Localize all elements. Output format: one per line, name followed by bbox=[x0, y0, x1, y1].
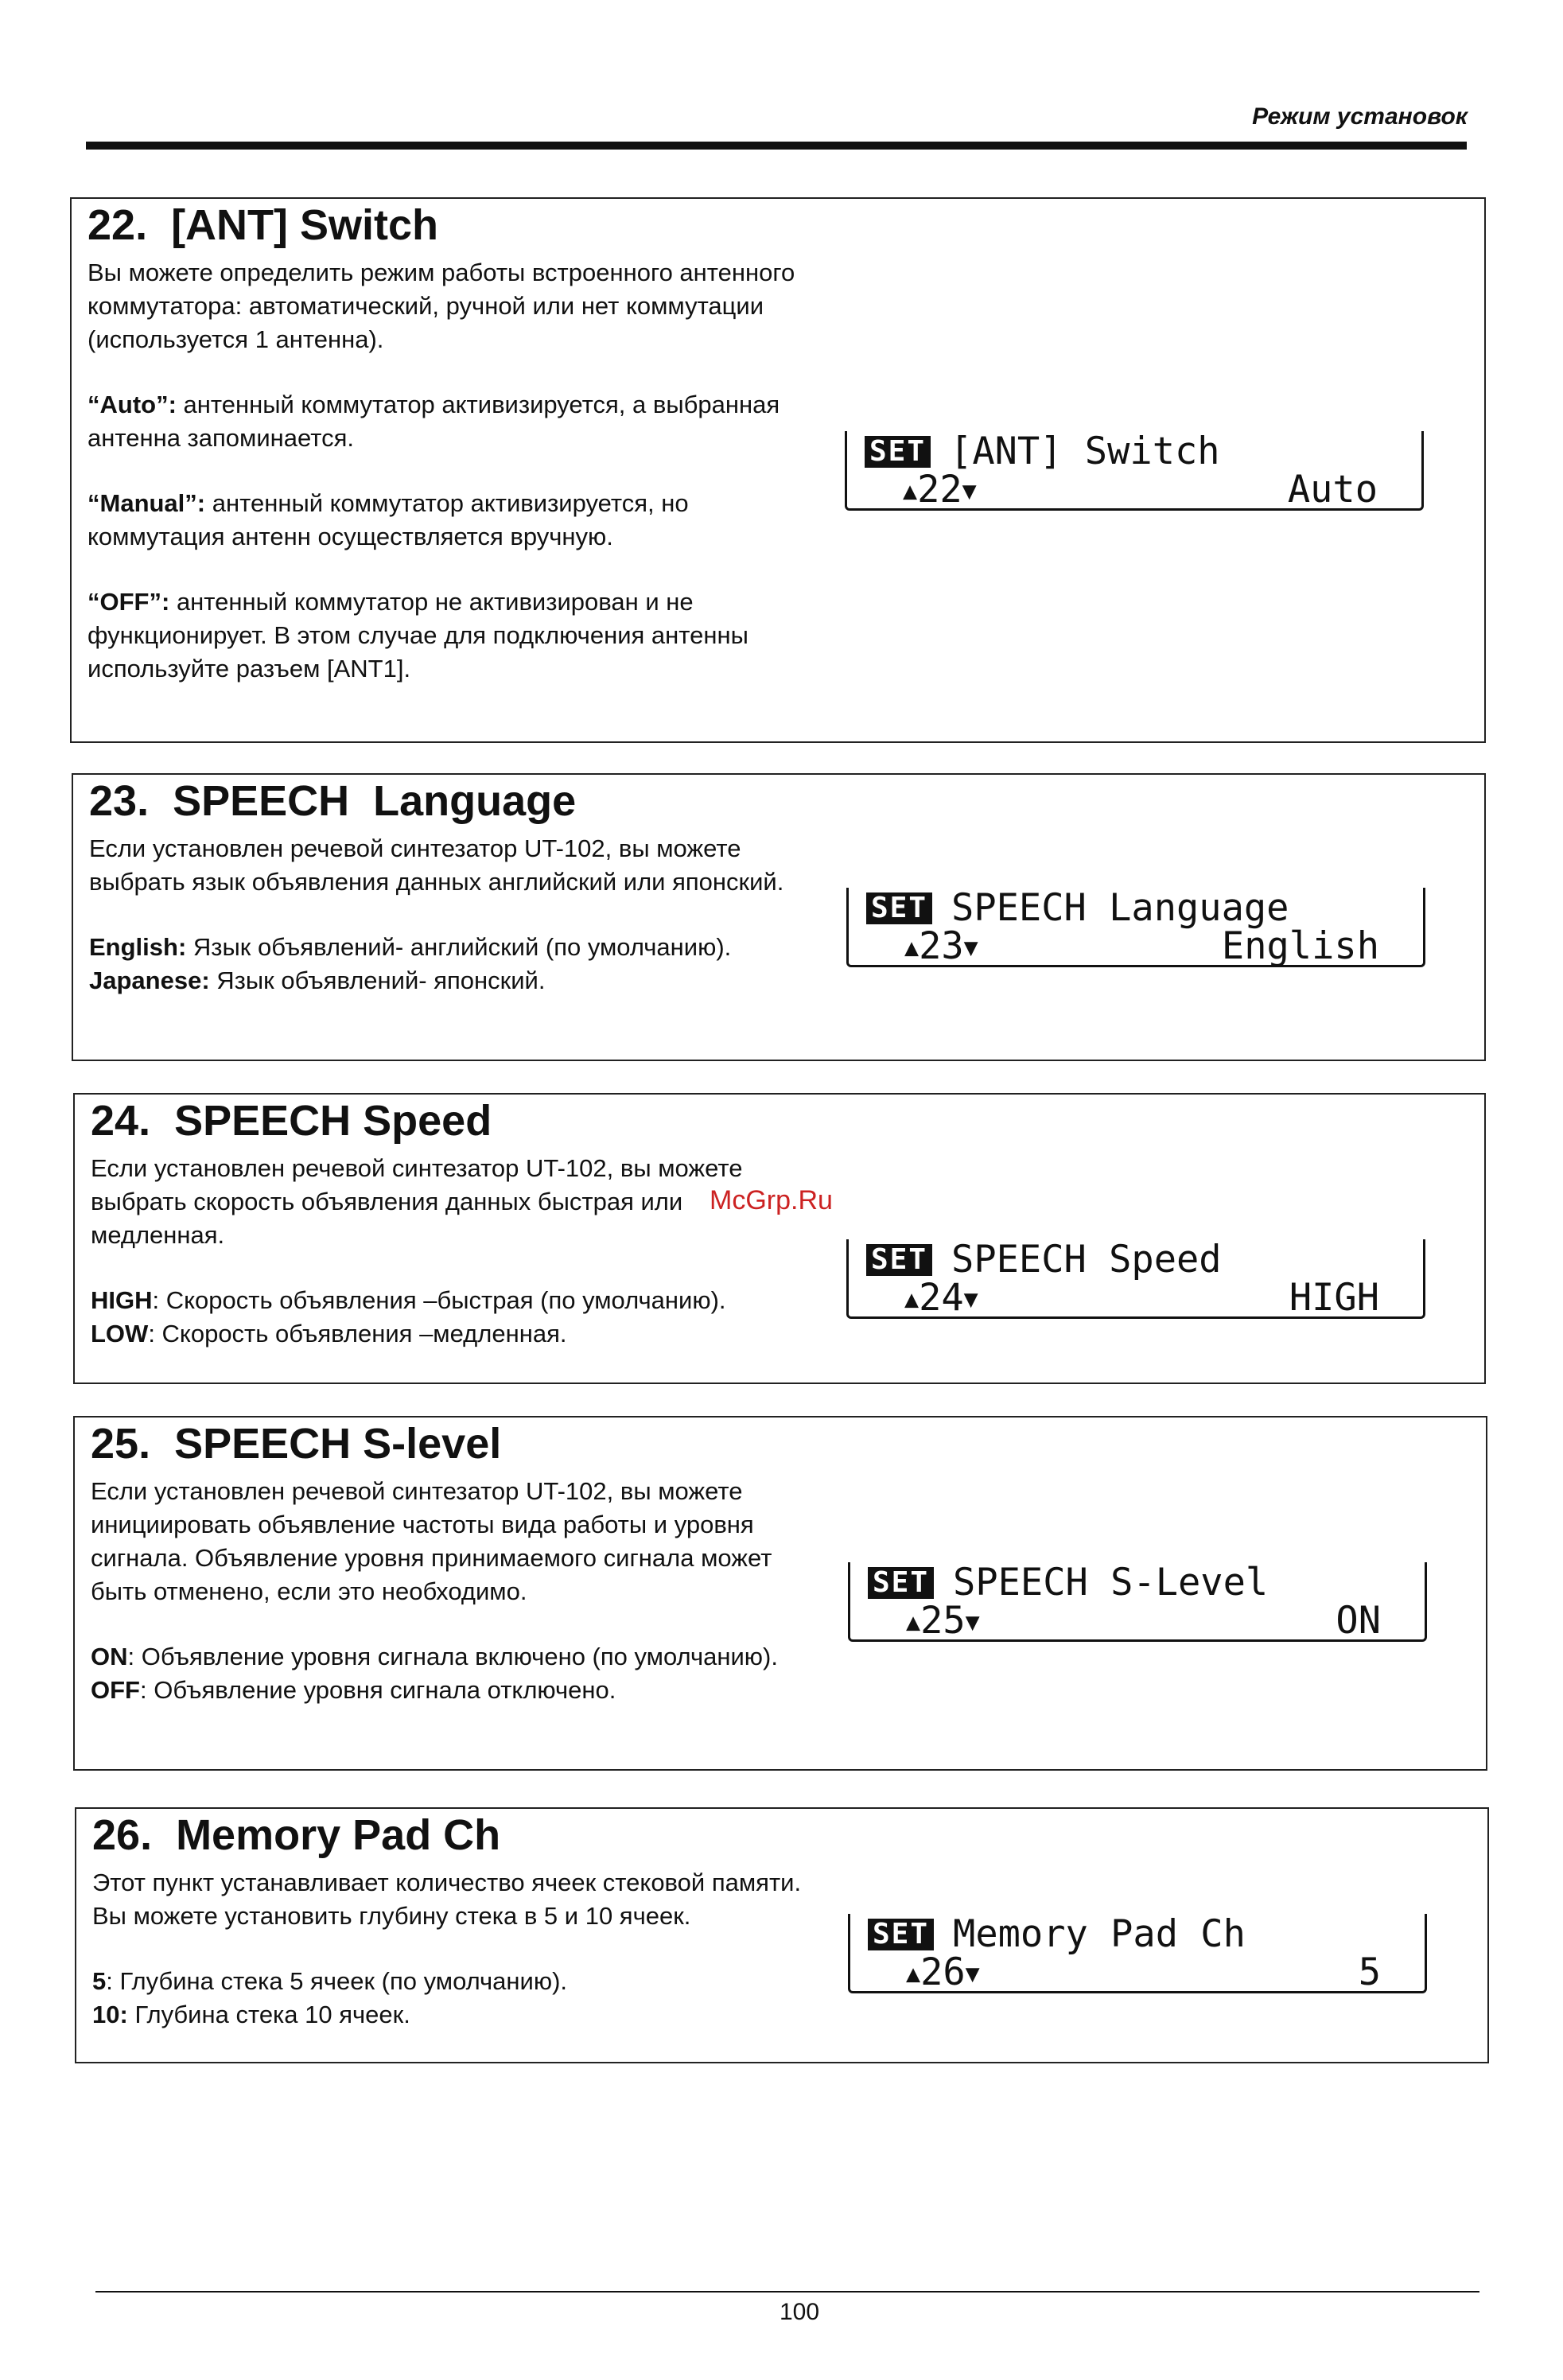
term-english: English: bbox=[89, 933, 187, 961]
section-body bbox=[91, 1475, 807, 1707]
section-title: 22. [ANT] Switch bbox=[87, 201, 439, 249]
option-10 bbox=[92, 1998, 808, 2032]
page-number: 100 bbox=[780, 2299, 820, 2325]
lcd-row-number bbox=[906, 1950, 980, 1994]
term-5: 5 bbox=[92, 1967, 107, 1995]
lcd-display bbox=[848, 1914, 1427, 1993]
intro-paragraph: Вы можете определить режим работы встроенного антенного коммутатора: автоматический, ручной или нет коммутации (используется 1 антенна). bbox=[87, 259, 795, 353]
option-5-text: : Глубина стека 5 ячеек (по умолчанию). bbox=[106, 1967, 568, 1995]
lcd-value: Auto bbox=[1287, 468, 1378, 511]
section-speech-s-level bbox=[73, 1416, 1487, 1771]
option-on bbox=[91, 1640, 807, 1674]
lcd-label: Memory Pad Ch bbox=[953, 1912, 1246, 1956]
lcd-row-number bbox=[903, 468, 977, 511]
header-rule bbox=[86, 142, 1467, 150]
term-off: “OFF”: bbox=[87, 588, 170, 616]
lcd-row-label bbox=[868, 1561, 1269, 1604]
section-speech-speed bbox=[73, 1093, 1486, 1384]
section-speech-language bbox=[72, 773, 1486, 1061]
up-arrow-icon: ▲ bbox=[904, 1285, 920, 1313]
section-ant-switch bbox=[70, 197, 1486, 743]
lcd-value: 5 bbox=[1358, 1950, 1381, 1994]
option-high bbox=[91, 1284, 807, 1317]
term-off: OFF bbox=[91, 1676, 140, 1704]
up-arrow-icon: ▲ bbox=[906, 1960, 921, 1988]
lcd-row-number bbox=[904, 924, 978, 968]
term-manual: “Manual”: bbox=[87, 489, 206, 517]
section-title: 25. SPEECH S-level bbox=[91, 1420, 502, 1468]
option-10-text: Глубина стека 10 ячеек. bbox=[134, 2001, 410, 2028]
down-arrow-icon: ▼ bbox=[963, 1285, 978, 1313]
term-10: 10: bbox=[92, 2001, 128, 2028]
section-body bbox=[92, 1866, 808, 2032]
lcd-number: 26 bbox=[920, 1950, 966, 1994]
option-low bbox=[91, 1317, 807, 1351]
lcd-label: SPEECH S-Level bbox=[953, 1561, 1269, 1604]
lcd-row-number bbox=[906, 1599, 980, 1643]
intro-paragraph: Если установлен речевой синтезатор UT-102, вы можете выбрать язык объявления данных английский или японский. bbox=[89, 834, 784, 896]
option-manual-text: антенный коммутатор активизируется, но коммутация антенн осуществляется вручную. bbox=[87, 489, 689, 550]
set-badge: SET bbox=[868, 1919, 934, 1950]
option-5 bbox=[92, 1965, 808, 1998]
section-title: 26. Memory Pad Ch bbox=[92, 1811, 501, 1859]
down-arrow-icon: ▼ bbox=[963, 934, 978, 962]
lcd-label: SPEECH Speed bbox=[951, 1238, 1222, 1281]
lcd-row-number bbox=[904, 1276, 978, 1320]
footer-rule bbox=[95, 2291, 1479, 2292]
section-body bbox=[87, 256, 803, 686]
lcd-row-label bbox=[865, 430, 1220, 473]
option-japanese-text: Язык объявлений- японский. bbox=[216, 966, 546, 994]
option-english-text: Язык объявлений- английский (по умолчанию). bbox=[192, 933, 732, 961]
up-arrow-icon: ▲ bbox=[903, 477, 918, 505]
down-arrow-icon: ▼ bbox=[965, 1608, 980, 1636]
down-arrow-icon: ▼ bbox=[965, 1960, 980, 1988]
lcd-display bbox=[848, 1562, 1427, 1642]
lcd-value: HIGH bbox=[1289, 1276, 1379, 1320]
section-body bbox=[91, 1152, 807, 1351]
section-memory-pad-ch bbox=[75, 1807, 1489, 2063]
lcd-display bbox=[845, 431, 1424, 511]
lcd-label: [ANT] Switch bbox=[950, 430, 1220, 473]
set-badge: SET bbox=[865, 436, 931, 468]
option-auto bbox=[87, 388, 803, 455]
intro-paragraph: Этот пункт устанавливает количество ячеек стековой памяти. Вы можете установить глубину стека в 5 и 10 ячеек. bbox=[92, 1869, 802, 1930]
lcd-row-label bbox=[868, 1912, 1246, 1956]
watermark: McGrp.Ru bbox=[710, 1185, 833, 1215]
set-badge: SET bbox=[868, 1567, 934, 1599]
section-title: 24. SPEECH Speed bbox=[91, 1097, 492, 1145]
up-arrow-icon: ▲ bbox=[904, 934, 920, 962]
lcd-number: 25 bbox=[920, 1599, 966, 1643]
lcd-label: SPEECH Language bbox=[951, 886, 1289, 930]
option-off bbox=[87, 585, 803, 686]
intro-paragraph: Если установлен речевой синтезатор UT-102, вы можете выбрать скорость объявления данных быстрая или медленная. bbox=[91, 1154, 743, 1249]
up-arrow-icon: ▲ bbox=[906, 1608, 921, 1636]
option-japanese bbox=[89, 964, 805, 998]
term-on: ON bbox=[91, 1643, 128, 1670]
option-english bbox=[89, 931, 805, 964]
lcd-number: 23 bbox=[919, 924, 964, 968]
lcd-number: 22 bbox=[917, 468, 962, 511]
down-arrow-icon: ▼ bbox=[962, 477, 977, 505]
section-body bbox=[89, 832, 805, 998]
term-japanese: Japanese: bbox=[89, 966, 210, 994]
lcd-value: ON bbox=[1336, 1599, 1381, 1643]
lcd-row-label bbox=[866, 1238, 1222, 1281]
option-on-text: : Объявление уровня сигнала включено (по умолчанию). bbox=[127, 1643, 778, 1670]
option-off-text: антенный коммутатор не активизирован и не функционирует. В этом случае для подключения антенны используйте разъем [ANT1]. bbox=[87, 588, 748, 682]
lcd-value: English bbox=[1221, 924, 1379, 968]
page-header-title: Режим установок bbox=[1252, 103, 1468, 130]
option-high-text: : Скорость объявления –быстрая (по умолчанию). bbox=[152, 1286, 726, 1314]
lcd-display bbox=[846, 1239, 1425, 1319]
option-low-text: : Скорость объявления –медленная. bbox=[148, 1320, 567, 1348]
term-low: LOW bbox=[91, 1320, 149, 1348]
option-auto-text: антенный коммутатор активизируется, а выбранная антенна запоминается. bbox=[87, 391, 780, 452]
lcd-display bbox=[846, 888, 1425, 967]
lcd-number: 24 bbox=[919, 1276, 964, 1320]
set-badge: SET bbox=[866, 892, 932, 924]
intro-paragraph: Если установлен речевой синтезатор UT-102, вы можете инициировать объявление частоты вида работы и уровня сигнала. Объявление уровня принимаемого сигнала может быть отменено, если это необходимо. bbox=[91, 1477, 772, 1605]
set-badge: SET bbox=[866, 1244, 932, 1276]
option-off bbox=[91, 1674, 807, 1707]
option-manual bbox=[87, 487, 803, 554]
option-off-text: : Объявление уровня сигнала отключено. bbox=[140, 1676, 616, 1704]
term-auto: “Auto”: bbox=[87, 391, 177, 418]
lcd-row-label bbox=[866, 886, 1289, 930]
section-title: 23. SPEECH Language bbox=[89, 777, 577, 825]
term-high: HIGH bbox=[91, 1286, 153, 1314]
